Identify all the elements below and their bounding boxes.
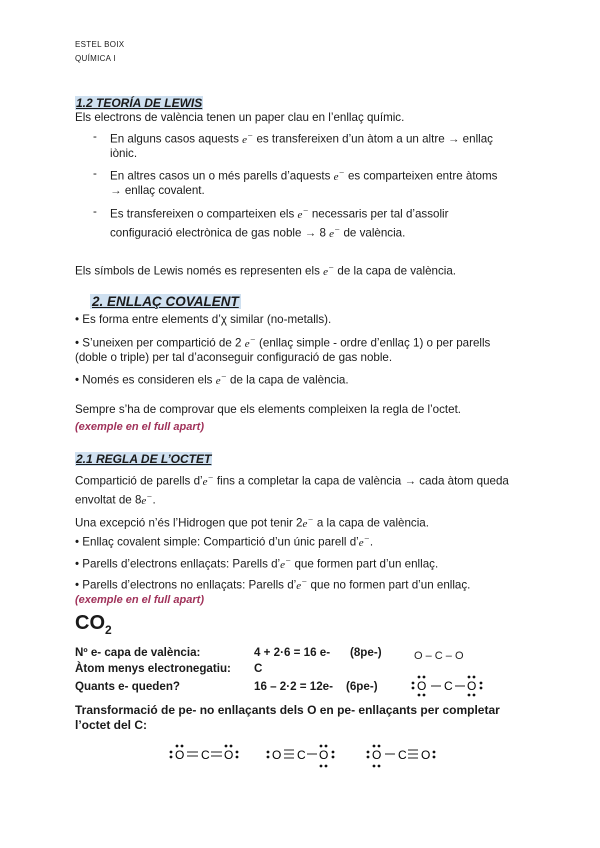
octet-line-5: • Parells d’electrons enllaçats: Parells d’e− que formen part d’un enllaç.	[75, 555, 439, 571]
atom-o: O	[319, 748, 329, 762]
co2-remaining-value: 16 – 2·2 = 12e-	[254, 680, 333, 693]
example-note-2: (exemple en el full apart)	[75, 594, 204, 606]
co2-central-label: Àtom menys electronegatiu:	[75, 662, 231, 675]
atom-c: C	[201, 748, 210, 762]
atom-c: C	[444, 679, 453, 693]
e-symbol: e−	[141, 491, 153, 507]
co2-intermediate-lewis	[405, 672, 485, 698]
atom-o: O	[272, 748, 282, 762]
e-symbol: e−	[242, 130, 254, 146]
resonance-structure-double-double	[170, 745, 239, 762]
octet-line-6: • Parells d’electrons no enllaçats: Parells d’e− que no formen part d’un enllaç.	[75, 576, 471, 592]
e-symbol: e−	[323, 262, 335, 278]
octet-line-3: Una excepció n’és l’Hidrogen que pot tenir 2e− a la capa de valència.	[75, 514, 429, 530]
e-symbol: e−	[329, 224, 341, 240]
octet-line-1: Compartició de parells d’e− fins a completar la capa de valència → cada àtom queda	[75, 472, 509, 488]
atom-o: O	[175, 748, 185, 762]
co2-central-value: C	[254, 662, 263, 675]
bullet-noble-cont: configuració electrònica de gas noble → 8 e− de valència.	[110, 224, 406, 240]
atom-c: C	[398, 748, 407, 762]
bullet-transfer: En alguns casos aquests e− es transfereixen d’un àtom a un altre → enllaç	[110, 130, 493, 146]
co2-valence-value: 4 + 2·6 = 16 e-	[254, 646, 331, 659]
bullet-share: En altres casos un o més parells d’aquests e− es comparteixen entre àtoms	[110, 167, 498, 183]
covalent-line-1: • Es forma entre elements d’χ similar (no-metalls).	[75, 313, 332, 326]
covalent-line-2: • S’uneixen per compartició de 2 e− (enllaç simple - ordre d’enllaç 1) o per parells	[75, 334, 491, 350]
dash-1: -	[93, 130, 97, 143]
covalent-line-4: • Només es consideren els e− de la capa de valència.	[75, 371, 349, 387]
example-note-1: (exemple en el full apart)	[75, 421, 204, 433]
header-subject: QUÍMICA I	[75, 54, 116, 63]
transformation-line-2: l’octet del C:	[75, 718, 148, 732]
atom-o: O	[372, 748, 382, 762]
section-1-2-title: 1.2 TEORÍA DE LEWIS	[76, 96, 203, 110]
octet-line-4: • Enllaç covalent simple: Compartició d’un únic parell d’e−.	[75, 533, 374, 549]
e-symbol: e−	[358, 533, 370, 549]
e-symbol: e−	[296, 576, 308, 592]
e-symbol: e−	[215, 371, 227, 387]
atom-o-right: O	[467, 679, 477, 693]
bullet-transfer-cont: iònic.	[110, 147, 138, 160]
section-2-1-title: 2.1 REGLA DE L’OCTET	[76, 452, 212, 466]
lewis-intro: Els electrons de valència tenen un paper clau en l’enllaç químic.	[75, 111, 405, 124]
header-author: ESTEL BOIX	[75, 40, 125, 49]
co2-resonance-structures	[160, 740, 460, 770]
e-symbol: e−	[302, 514, 314, 530]
e-symbol: e−	[244, 334, 256, 350]
dash-3: -	[93, 205, 97, 218]
e-symbol: e−	[297, 205, 309, 221]
co2-remaining-label: Quants e- queden?	[75, 680, 180, 693]
resonance-structure-single-triple	[367, 745, 436, 768]
octet-check-note: Sempre s’ha de comprovar que els elements compleixen la regla de l’octet.	[75, 403, 462, 416]
section-2-title: 2. ENLLAÇ COVALENT	[92, 294, 239, 309]
e-symbol: e−	[333, 167, 345, 183]
dash-2: -	[93, 167, 97, 180]
co2-valence-label: Nº e- capa de valència:	[75, 646, 201, 659]
atom-c: C	[297, 748, 306, 762]
atom-o: O	[224, 748, 234, 762]
bullet-share-cont: → enllaç covalent.	[110, 184, 205, 197]
co2-skeleton: O – C – O	[414, 650, 464, 662]
resonance-structure-triple-single	[267, 745, 335, 768]
covalent-line-3: (doble o triple) per tal d’aconseguir configuració de gas noble.	[75, 351, 393, 364]
co2-remaining-pairs: (6pe-)	[346, 680, 378, 693]
octet-line-2: envoltat de 8e−.	[75, 491, 156, 507]
lewis-symbols-note: Els símbols de Lewis només es representen els e− de la capa de valència.	[75, 262, 457, 278]
bullet-noble: Es transfereixen o comparteixen els e− necessaris per tal d’assolir	[110, 205, 449, 221]
co2-title: $CO_2$	[75, 612, 112, 637]
e-symbol: e−	[280, 555, 292, 571]
atom-o-left: O	[417, 679, 427, 693]
atom-o: O	[421, 748, 431, 762]
e-symbol: e−	[202, 472, 214, 488]
transformation-line-1: Transformació de pe- no enllaçants dels O en pe- enllaçants per completar	[75, 703, 500, 717]
co2-valence-pairs: (8pe-)	[350, 646, 382, 659]
